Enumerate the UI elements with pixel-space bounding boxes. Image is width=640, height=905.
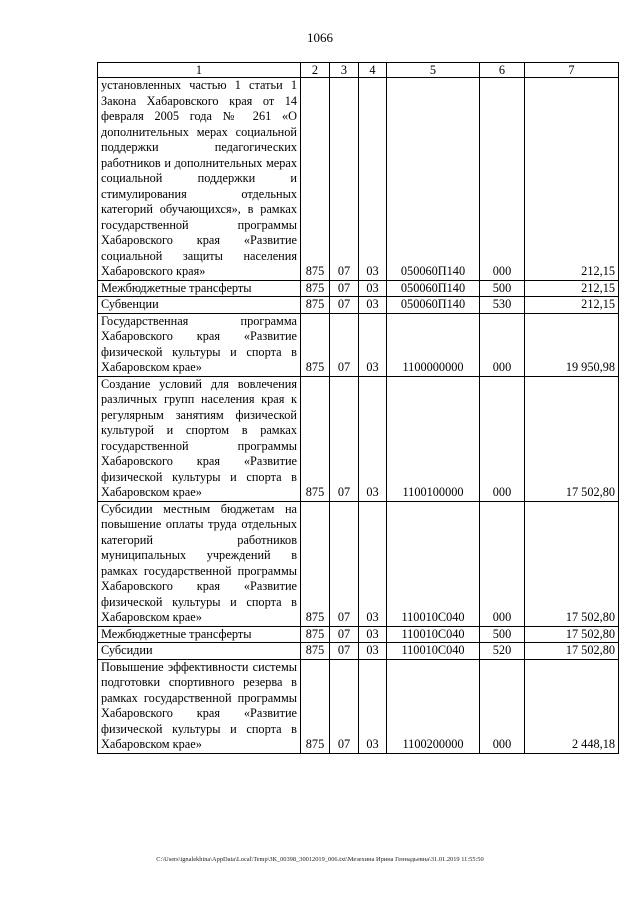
row-description: Государственная программа Хабаровского края «Развитие физической культуры и спорта в Хабаровском крае» xyxy=(98,313,301,376)
row-target-code: 110010С040 xyxy=(387,643,480,660)
row-grbs: 875 xyxy=(301,643,330,660)
row-grbs: 875 xyxy=(301,280,330,297)
header-cell: 1 xyxy=(98,63,301,78)
page-number: 1066 xyxy=(307,30,333,45)
table-row xyxy=(98,501,619,626)
row-expense-type: 500 xyxy=(480,626,525,643)
row-amount: 19 950,98 xyxy=(525,313,619,376)
table-header-row xyxy=(98,63,619,78)
row-expense-type: 000 xyxy=(480,376,525,501)
row-subsection: 03 xyxy=(359,313,387,376)
row-section: 07 xyxy=(330,280,359,297)
table-row xyxy=(98,313,619,376)
row-expense-type: 000 xyxy=(480,659,525,753)
row-amount: 17 502,80 xyxy=(525,643,619,660)
row-amount: 212,15 xyxy=(525,280,619,297)
table-row xyxy=(98,376,619,501)
row-grbs: 875 xyxy=(301,659,330,753)
row-subsection: 03 xyxy=(359,501,387,626)
row-grbs: 875 xyxy=(301,376,330,501)
row-amount: 212,15 xyxy=(525,297,619,314)
row-amount: 212,15 xyxy=(525,78,619,281)
row-description: Межбюджетные трансферты xyxy=(98,280,301,297)
row-description: установленных частью 1 статьи 1 Закона Хабаровского края от 14 февраля 2005 года № 261 «О дополнительных мерах социальной поддержки педагогических работников и дополнительных мерах социальной поддержки и стимулирования отдельных категорий обучающихся», в рамках государственной программы Хабаровского края «Развитие социальной защиты населения Хабаровского края» xyxy=(98,78,301,281)
row-amount: 17 502,80 xyxy=(525,376,619,501)
table-row xyxy=(98,626,619,643)
row-grbs: 875 xyxy=(301,626,330,643)
row-subsection: 03 xyxy=(359,280,387,297)
row-grbs: 875 xyxy=(301,501,330,626)
row-expense-type: 000 xyxy=(480,313,525,376)
row-description: Субсидии xyxy=(98,643,301,660)
row-subsection: 03 xyxy=(359,626,387,643)
row-subsection: 03 xyxy=(359,78,387,281)
row-section: 07 xyxy=(330,501,359,626)
budget-table xyxy=(97,62,619,754)
row-section: 07 xyxy=(330,659,359,753)
row-amount: 17 502,80 xyxy=(525,626,619,643)
row-target-code: 050060П140 xyxy=(387,78,480,281)
row-subsection: 03 xyxy=(359,297,387,314)
row-section: 07 xyxy=(330,643,359,660)
row-section: 07 xyxy=(330,78,359,281)
row-section: 07 xyxy=(330,376,359,501)
row-grbs: 875 xyxy=(301,297,330,314)
row-expense-type: 000 xyxy=(480,501,525,626)
row-subsection: 03 xyxy=(359,376,387,501)
row-description: Межбюджетные трансферты xyxy=(98,626,301,643)
row-description: Субсидии местным бюджетам на повышение оплаты труда отдельных категорий работников муниципальных учреждений в рамках государственной программы Хабаровского края «Развитие физической культуры и спорта в Хабаровском крае» xyxy=(98,501,301,626)
row-amount: 2 448,18 xyxy=(525,659,619,753)
row-expense-type: 000 xyxy=(480,78,525,281)
row-grbs: 875 xyxy=(301,78,330,281)
header-cell: 6 xyxy=(480,63,525,78)
row-subsection: 03 xyxy=(359,659,387,753)
row-grbs: 875 xyxy=(301,313,330,376)
row-subsection: 03 xyxy=(359,643,387,660)
row-target-code: 1100000000 xyxy=(387,313,480,376)
header-cell: 2 xyxy=(301,63,330,78)
header-cell: 4 xyxy=(359,63,387,78)
row-description: Создание условий для вовлечения различных групп населения края к регулярным занятиям физической культурой и спортом в рамках государственной программы Хабаровского края «Развитие физической культуры и спорта в Хабаровском крае» xyxy=(98,376,301,501)
row-target-code: 050060П140 xyxy=(387,280,480,297)
table-row xyxy=(98,659,619,753)
row-target-code: 050060П140 xyxy=(387,297,480,314)
row-amount: 17 502,80 xyxy=(525,501,619,626)
budget-table-body xyxy=(98,63,619,754)
row-description: Субвенции xyxy=(98,297,301,314)
table-row xyxy=(98,280,619,297)
row-section: 07 xyxy=(330,626,359,643)
row-section: 07 xyxy=(330,297,359,314)
row-target-code: 110010С040 xyxy=(387,626,480,643)
header-cell: 5 xyxy=(387,63,480,78)
header-cell: 3 xyxy=(330,63,359,78)
header-cell: 7 xyxy=(525,63,619,78)
row-description: Повышение эффективности системы подготовки спортивного резерва в рамках государственной программы Хабаровского края «Развитие физической культуры и спорта в Хабаровском крае» xyxy=(98,659,301,753)
row-expense-type: 520 xyxy=(480,643,525,660)
row-target-code: 1100100000 xyxy=(387,376,480,501)
row-expense-type: 530 xyxy=(480,297,525,314)
file-path-footer: C:\Users\ignalekhina\AppData\Local\Temp\ЗК_00398_30012019_006.txt\Мезехина Ирина Геннадьевна\31.01.2019 11:55:50 xyxy=(156,856,484,863)
table-row xyxy=(98,643,619,660)
table-row xyxy=(98,297,619,314)
row-expense-type: 500 xyxy=(480,280,525,297)
row-target-code: 110010С040 xyxy=(387,501,480,626)
row-target-code: 1100200000 xyxy=(387,659,480,753)
row-section: 07 xyxy=(330,313,359,376)
table-row xyxy=(98,78,619,281)
